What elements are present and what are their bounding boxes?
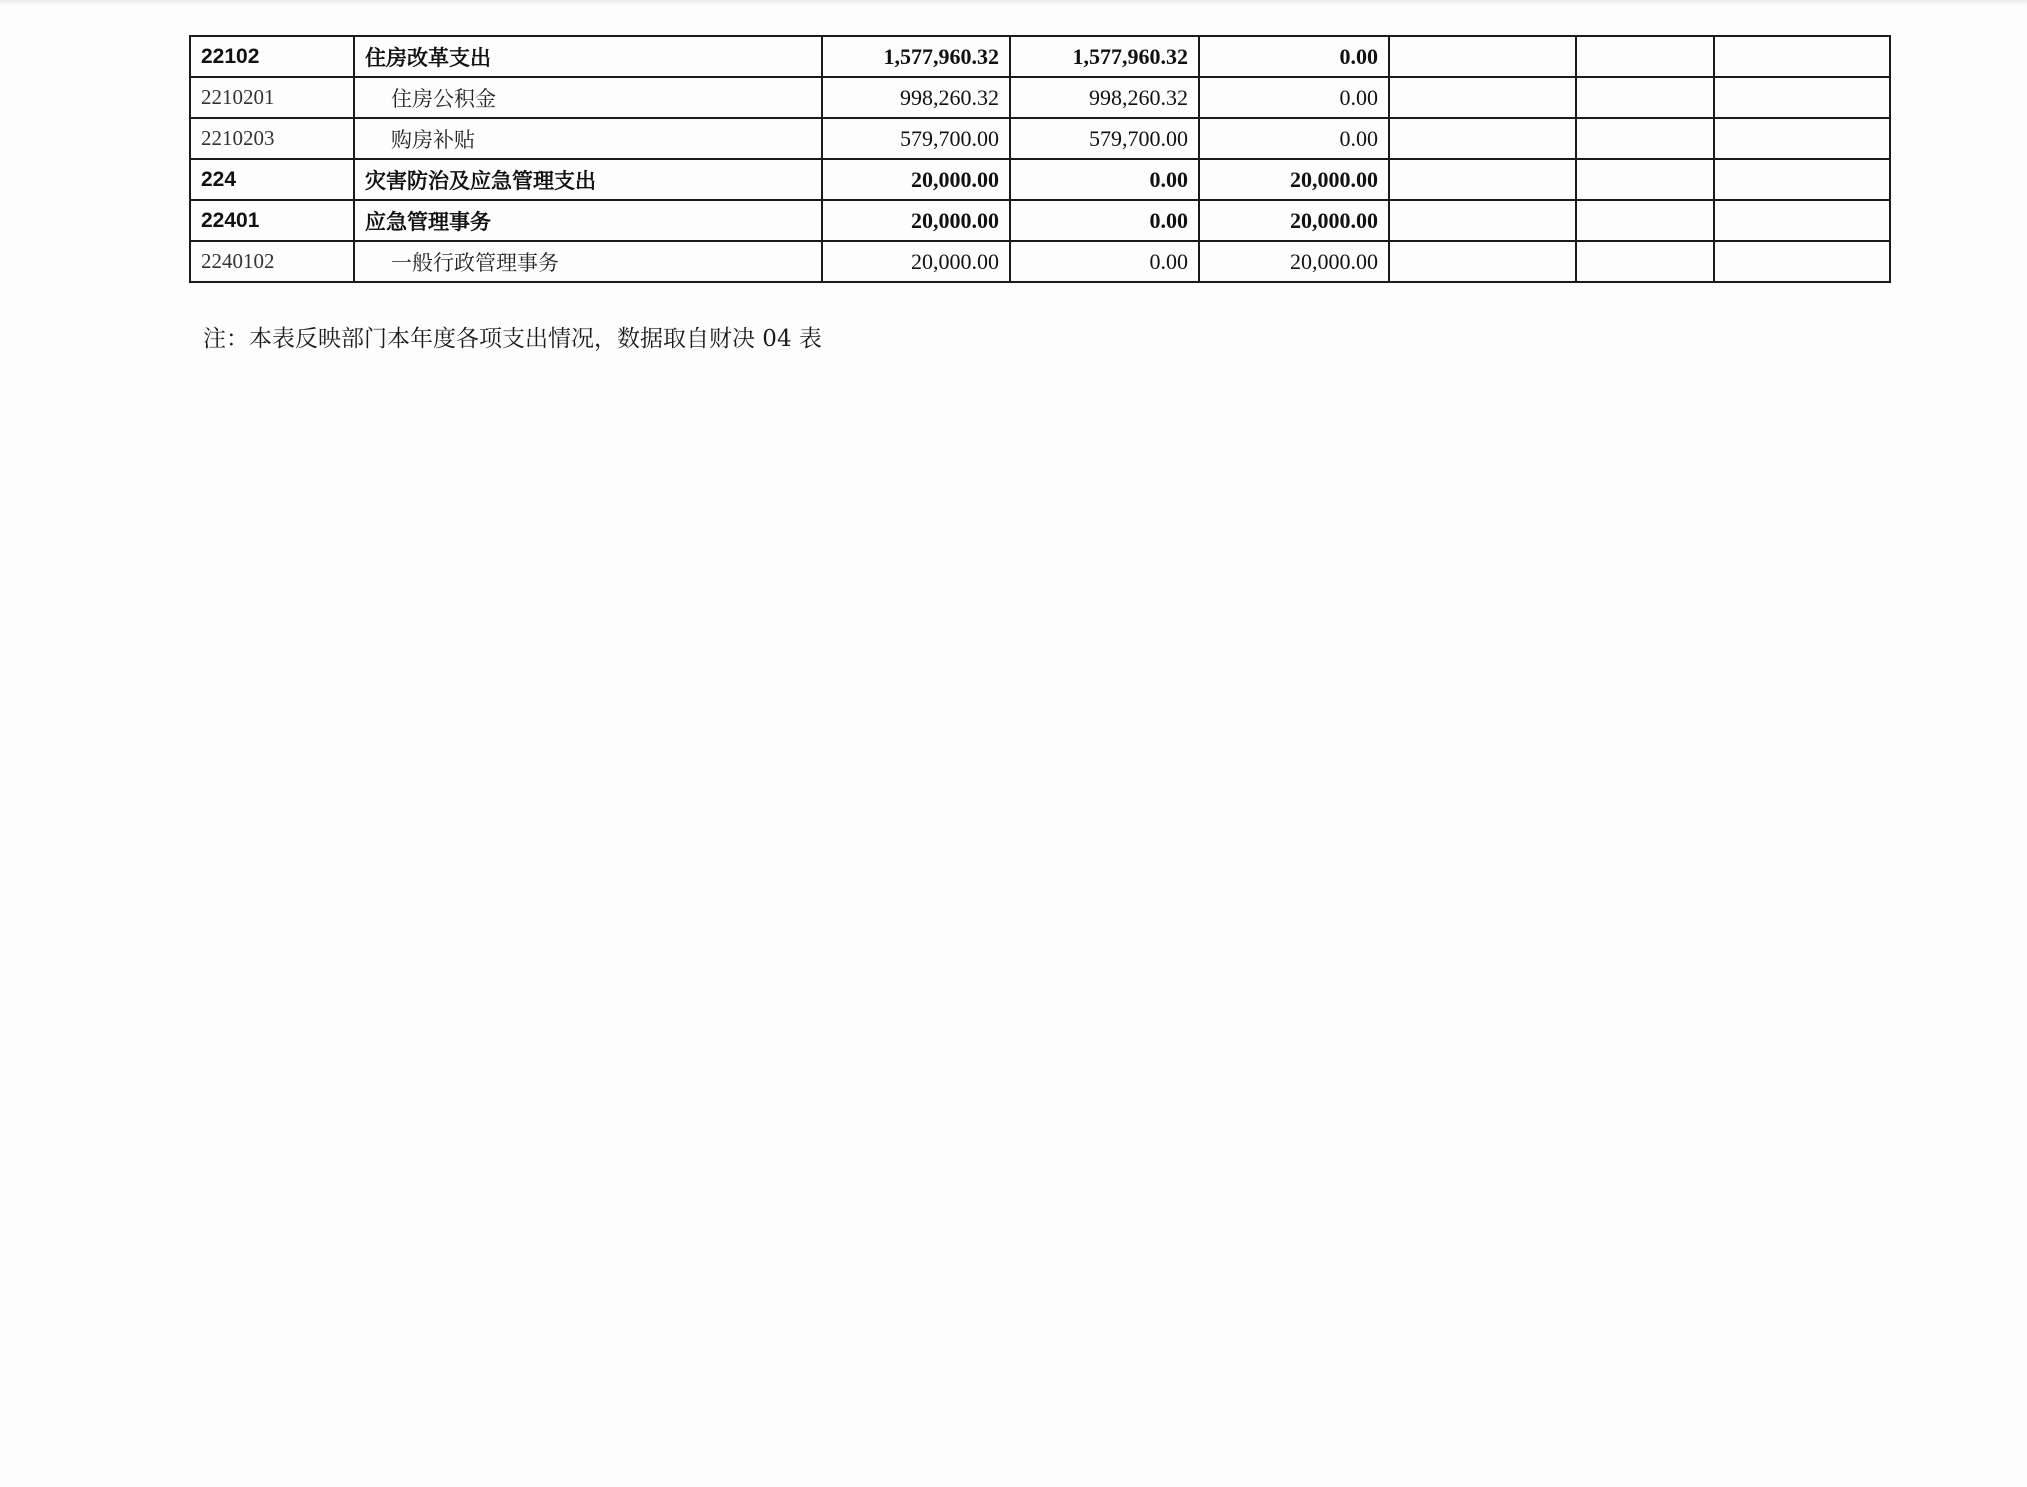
subject-name: 购房补贴 [354, 118, 822, 159]
project-expenditure: 20,000.00 [1199, 159, 1389, 200]
empty-cell-4 [1389, 118, 1576, 159]
subject-code: 224 [190, 159, 354, 200]
table-row [190, 36, 1890, 77]
basic-expenditure: 998,260.32 [1010, 77, 1199, 118]
empty-cell-5 [1576, 159, 1714, 200]
total-expenditure: 20,000.00 [822, 159, 1010, 200]
subject-name: 住房改革支出 [354, 36, 822, 77]
basic-expenditure: 0.00 [1010, 241, 1199, 282]
subject-code: 22102 [190, 36, 354, 77]
basic-expenditure: 0.00 [1010, 200, 1199, 241]
subject-code: 2210201 [190, 77, 354, 118]
project-expenditure: 0.00 [1199, 36, 1389, 77]
basic-expenditure: 1,577,960.32 [1010, 36, 1199, 77]
subject-name: 住房公积金 [354, 77, 822, 118]
empty-cell-5 [1576, 200, 1714, 241]
subject-name: 应急管理事务 [354, 200, 822, 241]
total-expenditure: 20,000.00 [822, 200, 1010, 241]
empty-cell-5 [1576, 241, 1714, 282]
empty-cell-6 [1714, 36, 1890, 77]
empty-cell-6 [1714, 241, 1890, 282]
table-row [190, 77, 1890, 118]
basic-expenditure: 579,700.00 [1010, 118, 1199, 159]
empty-cell-6 [1714, 159, 1890, 200]
project-expenditure: 0.00 [1199, 118, 1389, 159]
empty-cell-4 [1389, 36, 1576, 77]
empty-cell-5 [1576, 118, 1714, 159]
empty-cell-4 [1389, 77, 1576, 118]
subject-code: 22401 [190, 200, 354, 241]
total-expenditure: 579,700.00 [822, 118, 1010, 159]
subject-name: 一般行政管理事务 [354, 241, 822, 282]
empty-cell-4 [1389, 159, 1576, 200]
project-expenditure: 20,000.00 [1199, 241, 1389, 282]
table-footnote: 注：本表反映部门本年度各项支出情况，数据取自财决 04 表 [203, 326, 822, 352]
scan-edge [0, 0, 2027, 6]
total-expenditure: 1,577,960.32 [822, 36, 1010, 77]
empty-cell-5 [1576, 77, 1714, 118]
table-row [190, 159, 1890, 200]
total-expenditure: 998,260.32 [822, 77, 1010, 118]
empty-cell-5 [1576, 36, 1714, 77]
table-row [190, 118, 1890, 159]
empty-cell-6 [1714, 118, 1890, 159]
empty-cell-4 [1389, 200, 1576, 241]
empty-cell-4 [1389, 241, 1576, 282]
project-expenditure: 20,000.00 [1199, 200, 1389, 241]
subject-code: 2210203 [190, 118, 354, 159]
project-expenditure: 0.00 [1199, 77, 1389, 118]
subject-code: 2240102 [190, 241, 354, 282]
table-row [190, 241, 1890, 282]
expenditure-table [189, 35, 1891, 283]
empty-cell-6 [1714, 77, 1890, 118]
subject-name: 灾害防治及应急管理支出 [354, 159, 822, 200]
empty-cell-6 [1714, 200, 1890, 241]
table-row [190, 200, 1890, 241]
basic-expenditure: 0.00 [1010, 159, 1199, 200]
total-expenditure: 20,000.00 [822, 241, 1010, 282]
